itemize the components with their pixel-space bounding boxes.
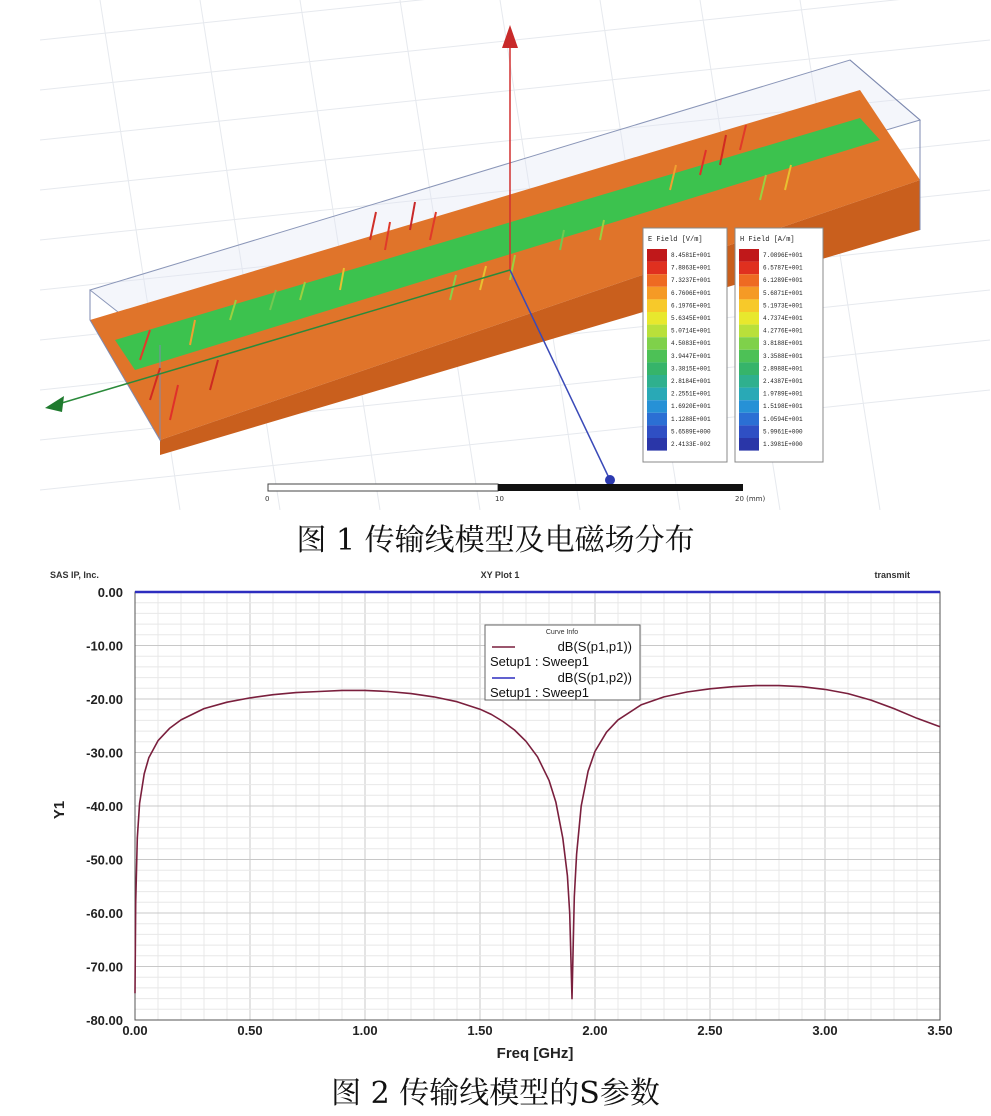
e-field-value-label: 3.3815E+001 [671,365,711,373]
e-field-color-cell [647,325,667,338]
h-field-value-label: 7.0896E+001 [763,252,803,259]
legend-title: Curve Info [545,629,579,636]
h-field-value-label: 5.9961E+000 [763,428,803,436]
e-field-color-cell [647,438,667,451]
e-field-color-cell [647,413,667,426]
e-field-value-label: 8.4581E+001 [671,252,711,259]
e-field-color-cell [647,375,667,388]
y-tick-label: -60.00 [86,906,123,921]
chart-header-left: SAS IP, Inc. [50,570,99,580]
scale-bar [265,484,766,503]
h-field-value-label: 4.2776E+001 [763,327,803,335]
e-field-color-cell [647,425,667,438]
h-field-color-cell [739,287,759,300]
y-tick-label: -30.00 [86,745,123,761]
h-field-value-label: 4.7374E+001 [763,315,803,322]
x-axis-label: Freq [GHz] [496,1045,574,1062]
y-tick-label: -80.00 [86,1013,123,1028]
h-field-colorbar [739,249,759,451]
series-line-s11 [135,686,940,999]
legend-name-s11: dB(S(p1,p1)) [557,639,632,654]
h-field-color-cell [739,438,759,451]
y-tick-label: -70.00 [86,959,123,975]
h-field-value-label: 5.6871E+001 [763,289,803,297]
h-field-value-label: 1.3981E+000 [763,441,803,448]
h-field-color-cell [739,400,759,413]
y-axis-head [605,475,615,485]
h-field-value-label: 2.4387E+001 [763,378,803,385]
e-field-value-label: 2.8184E+001 [671,378,711,385]
e-field-value-label: 1.1288E+001 [671,415,711,423]
legend-setup-s11: Setup1 : Sweep1 [490,654,590,669]
s-parameter-chart [0,565,991,1065]
x-tick-label: 2.00 [582,1023,608,1038]
y-tick-label: -40.00 [86,799,123,814]
chart-legend [485,625,640,700]
e-field-value-label: 1.6920E+001 [671,403,711,411]
e-field-value-label: 3.9447E+001 [671,352,711,360]
figure2-caption: 图 2 传输线模型的S参数 [331,1076,660,1111]
legend-name-s12: dB(S(p1,p2)) [557,670,632,685]
y-tick-label: -10.00 [86,638,123,654]
e-field-value-label: 2.2551E+001 [671,390,711,398]
h-field-value-label: 1.9789E+001 [763,390,803,398]
e-field-color-cell [647,350,667,363]
e-field-legend-title: E Field [V/m] [648,236,703,244]
h-field-color-cell [739,299,759,312]
h-field-color-cell [739,350,759,363]
e-field-color-cell [647,262,667,275]
e-field-color-cell [647,249,667,262]
h-field-value-label: 1.0594E+001 [763,415,803,423]
e-field-value-label: 5.6589E+000 [671,428,711,436]
y-axis-label: Y1 [51,800,68,820]
e-field-value-label: 2.4133E-002 [671,441,711,448]
e-field-colorbar [647,249,667,451]
h-field-color-cell [739,425,759,438]
x-tick-label: 3.50 [927,1023,953,1038]
h-field-color-cell [739,262,759,275]
x-tick-labels [122,1023,952,1038]
h-field-value-label: 5.1973E+001 [763,302,803,310]
e-field-color-cell [647,400,667,413]
e-field-color-cell [647,388,667,401]
figure1-caption: 图 1 传输线模型及电磁场分布 [296,523,695,558]
h-field-color-cell [739,249,759,262]
x-tick-label: 0.50 [237,1023,263,1038]
e-field-value-label: 6.1976E+001 [671,302,711,310]
h-field-color-cell [739,362,759,375]
h-field-value-label: 6.5787E+001 [763,264,803,272]
y-tick-label: -50.00 [86,852,123,868]
y-tick-label: -20.00 [86,692,123,707]
h-field-color-cell [739,312,759,325]
e-field-color-cell [647,362,667,375]
e-field-value-label: 5.6345E+001 [671,315,711,322]
e-field-value-label: 6.7606E+001 [671,289,711,297]
chart-title: XY Plot 1 [480,570,520,580]
scale-tick-10: 10 [495,495,504,503]
e-field-legend [643,228,727,462]
e-field-color-cell [647,274,667,287]
h-field-legend-title: H Field [A/m] [740,236,795,244]
h-field-value-label: 1.5198E+001 [763,403,803,411]
field-render-figure [40,0,990,510]
h-field-value-label: 2.8988E+001 [763,365,803,373]
h-field-value-label: 6.1289E+001 [763,277,803,285]
h-field-color-cell [739,337,759,350]
e-field-value-label: 4.5083E+001 [671,340,711,348]
x-axis-arrowhead [45,396,64,412]
x-tick-label: 1.50 [467,1023,493,1038]
y-tick-label: 0.00 [97,585,123,600]
x-tick-label: 2.50 [697,1023,723,1038]
chart-header-right: transmit [874,570,910,580]
scale-tick-20: 20 (mm) [735,495,766,503]
e-field-color-cell [647,287,667,300]
e-field-value-label: 7.8863E+001 [671,264,711,272]
h-field-color-cell [739,325,759,338]
legend-setup-s12: Setup1 : Sweep1 [490,685,590,700]
x-tick-label: 1.00 [352,1023,378,1038]
x-tick-label: 0.00 [122,1023,148,1038]
h-field-color-cell [739,375,759,388]
e-field-value-label: 5.0714E+001 [671,327,711,335]
h-field-color-cell [739,413,759,426]
h-field-value-label: 3.8188E+001 [763,340,803,348]
e-field-color-cell [647,337,667,350]
e-field-color-cell [647,299,667,312]
x-tick-label: 3.00 [812,1023,838,1038]
h-field-color-cell [739,274,759,287]
e-field-color-cell [647,312,667,325]
scale-tick-0: 0 [265,495,270,503]
h-field-color-cell [739,388,759,401]
h-field-legend [735,228,823,462]
h-field-value-label: 3.3588E+001 [763,352,803,360]
y-tick-labels [86,585,123,1028]
e-field-value-label: 7.3237E+001 [671,277,711,285]
